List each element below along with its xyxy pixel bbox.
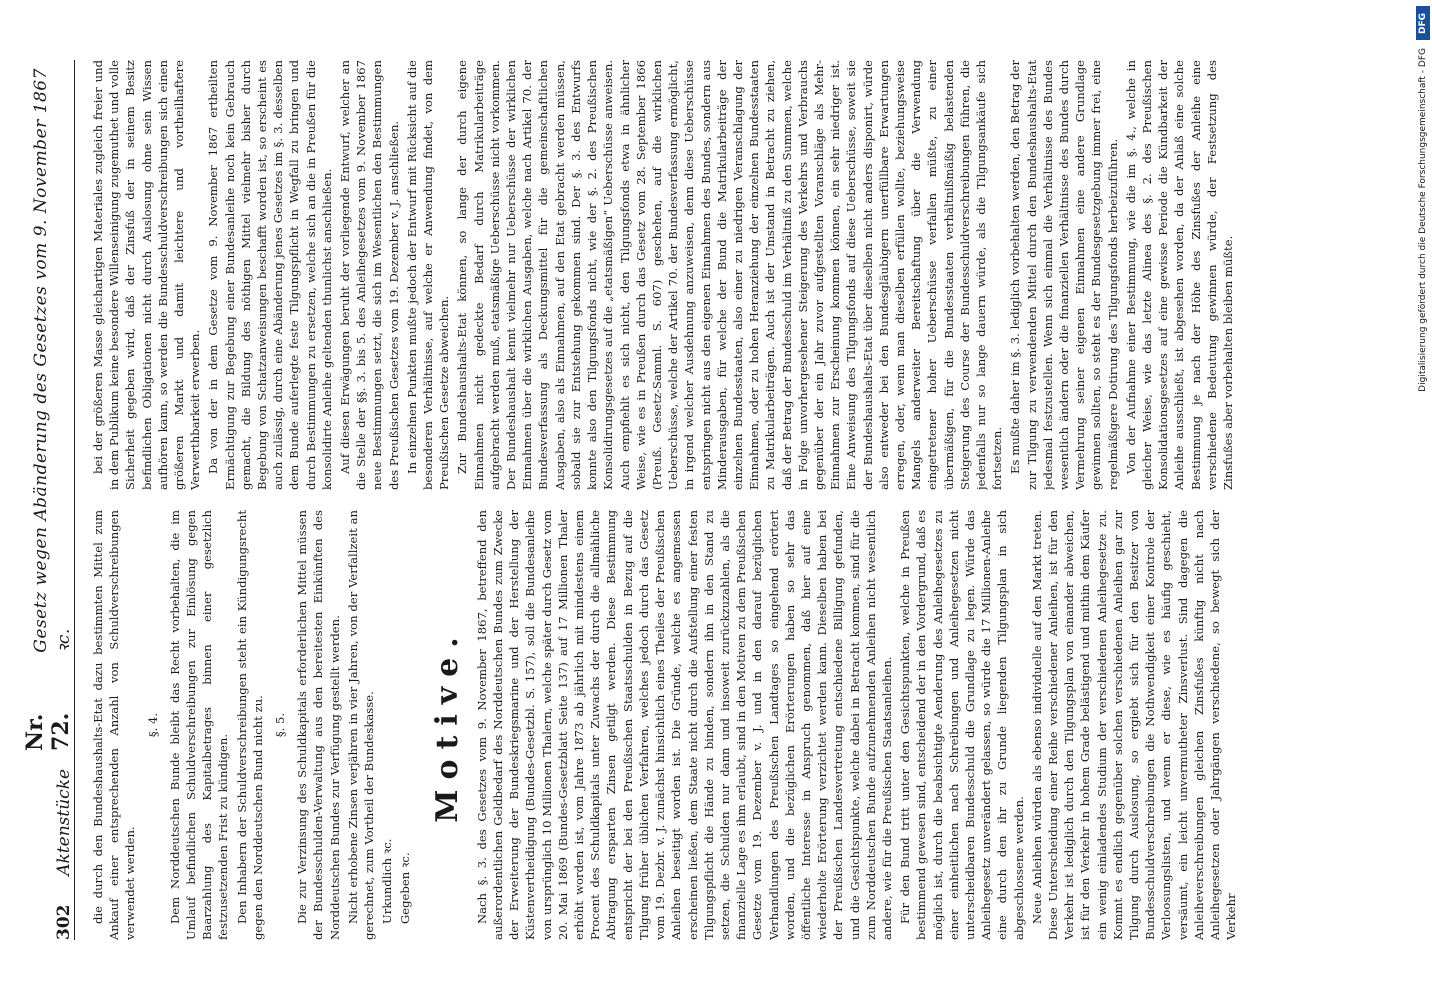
running-title: Gesetz wegen Abänderung des Gesetzes vom 9. November 1867 ꝛc. (31, 68, 74, 653)
funding-note: Digitalisierung gefördert durch die Deutsche Forschungsgemeinschaft - DFG (1418, 48, 1428, 392)
section-5-label: §. 5. (273, 712, 288, 738)
right-paragraph-6: Es mußte daher im §. 3. lediglich vorbehalten werden, den Betrag der zur Tilgung zu verwendenden Mittel durch den Bundeshaushalts-Etat jedesmal festzustellen. Wenn sich einmal die Verhältnisse des Bundes wesentlich ändern oder die finanziellen Verhältnisse des Bundes durch Vermehrung seiner eigenen Einnahmen eine andere Grundlage gewinnen sollten, so steht es der Bundesgesetzgebung immer frei, eine regelmäßigere Dotirung des Tilgungsfonds herbeizuführen. (1008, 60, 1120, 490)
motive-heading: Motive. (429, 627, 465, 823)
left-intro: die durch den Bundeshaushalts-Etat dazu bestimmten Mittel zum Ankauf einer entsprechenden Anzahl von Schuldverschreibungen verwendet werden. (91, 510, 138, 940)
right-paragraph-7: Von der Aufnahme einer Bestimmung, wie die im §. 4., welche in gleicher Weise, wie das letzte Alinea des §. 2. des Preußischen Konsolidationsgesetzes auf eine gewisse Periode die Kündbarkeit der Anleihe ausschließt, ist abgesehen worden, da der Anlaß eine solche Bestimmung je nach der Höhe des Zinsfußes der Anleihe eine verschiedene Bedeutung gewinnen würde, der Festsetzung des Zinsfußes aber vorbehalten bleiben müßte. (1123, 60, 1236, 490)
motive-paragraph-1: Nach §. 3. des Gesetzes vom 9. November 1867, betreffend den außerordentlichen Geldbedarf des Norddeutschen Bundes zum Zwecke der Erweiterung der Bundeskriegsmarine und der Herstellung der Küstenvertheidigung (Bundes-Gesetzbl. S. 157), soll die Bundesanleihe von ursprünglich 10 Millionen Thalern, welche später durch Gesetz vom 20. Mai 1869 (Bundes-Gesetzblatt Seite 137) auf 17 Millionen Thaler erhöht worden ist, vom Jahre 1873 ab jährlich mit mindestens einem Procent des Schuldkapitals unter Zuwachs der durch die allmähliche Abtragung ersparten Zinsen getilgt werden. Diese Bestimmung entspricht der bei den Preußischen Staatsschulden in Bezug auf die Tilgung früher üblichen Verfahren, welches jedoch durch das Gesetz vom 19. Dezbr. v. J. zunächst hinsichtlich eines Theiles der Preußischen Anleihen beseitigt worden ist. Die Gründe, welche es angemessen erscheinen ließen, dem Staate nicht durch die Aufstellung einer festen Tilgungspflicht die Hände zu binden, sondern ihn in den Stand zu setzen, die Schulden nur dann und insoweit zurückzuzahlen, als die finanzielle Lage es ihm erlaubt, sind in den Motiven zu dem Preußischen Gesetze vom 19. Dezember v. J. und in den darauf bezüglichen Verhandlungen des Preußischen Landtages so eingehend erörtert worden, und die bezüglichen Erörterungen haben so sehr das öffentliche Interesse in Anspruch genommen, daß hier auf eine wiederholte Erörterung verzichtet werden kann. Dieselben haben bei der Preußischen Landesvertretung entschiedene Billigung gefunden, und die Gesichtspunkte, welche dabei in Betracht kommen, sind für die zum Norddeutschen Bunde aufzunehmenden Anleihen nicht wesentlich andere, wie für die Preußischen Staatsanleihen. (474, 510, 894, 940)
section-4-label: §. 4. (145, 712, 160, 738)
right-paragraph-2: Da von der in dem Gesetze vom 9. November 1867 ertheilten Ermächtigung zur Begebung einer Bundesanleihe noch kein Gebrauch gemacht, die Bildung des nöthigen Mittel vielmehr bisher durch Begebung von Schatzanweisungen beschafft worden ist, so erscheint es auch zulässig, durch eine Abänderung jenes Gesetzes im §. 3. desselben dem Bunde auferlegte feste Tilgungspflicht in Wegfall zu bringen und durch Bestimmungen zu ersetzen, welche sich an die in Preußen für die konsolidirte Anleihe geltenden thunlichst anschließen. (206, 60, 334, 490)
right-paragraph-5: Zur Bundeshaushalts-Etat können, so lange der durch eigene Einnahmen nicht gedeckte Bedarf durch Matrikularbeiträge aufgebracht werden muß, etatsmäßige Ueberschüsse nicht vorkommen. Der Bundeshaushalt kennt vielmehr nur Ueberschüsse der wirklichen Einnahmen über die wirklichen Ausgaben, welche nach Artikel 70. der Bundesverfassung als Deckungsmittel für die gemeinschaftlichen Ausgaben, also als Einnahmen, auf den Etat gebracht werden müssen, sobald sie zur Entstehung gekommen sind. Der §. 3. des Entwurfs konnte also den Tilgungsfonds nicht, wie der §. 2. des Preußischen Konsolidirungsgesetzes auf die „etatsmäßigen“ Ueberschüsse anweisen. Auch empfiehlt es sich nicht, den Tilgungsfonds etwa in ähnlicher Weise, wie es in Preußen durch das Gesetz vom 28. September 1866 (Preuß. Gesetz-Samml. S. 607) geschehen, auf die wirklichen Ueberschüsse, welche der Artikel 70. der Bundesverfassung ermöglicht, in irgend welcher Ausdehnung anzuweisen, denn diese Ueberschüsse entspringen nicht aus den eigenen Einnahmen des Bundes, sondern aus Minderausgaben, für welche der Bund die Matrikularbeiträge der einzelnen Bundesstaaten, also einer zu niedrigen Veranschlagung der Einnahmen, oder zu hohen Heranziehung der einzelnen Bundesstaaten zu Matrikularbeiträgen. Auch ist der Umstand in Betracht zu ziehen, daß der Betrag der Bundesschuld im Verhältniß zu den Summen, welche in Folge unvorhergesehener Steigerung des Verkehrs und Verbrauchs gegenüber der ein Jahr zuvor aufgestellten Voranschläge als Mehr-Einnahmen zur Erscheinung kommen können, ein sehr niedriger ist. Eine Anweisung des Tilgungsfonds auf diese Ueberschüsse, soweit sie der Bundeshaushalts-Etat über dieselben nicht anders disponirt, würde also entweder bei den Bundesgläubigern unerfüllbare Erwartungen erregen, oder, wenn man dieselben erfüllen wollte, beziehungsweise Mangels anderweiter Bereitschaftung über die Verwendung eingetretener hoher Ueberschüsse verfallen müßte, zu einer übermäßigen, für die Bundesstaaten verhältnißmäßig belastenden Steigerung des Course der Bundesschuldverschreibungen führen, die jedenfalls nur so lange dauern würde, als die Tilgungsankäufe sich fortsetzen. (455, 60, 1005, 490)
page-number: 302 (54, 904, 74, 940)
motive-paragraph-2: Für den Bund tritt unter den Gesichtspunkten, welche in Preußen bestimmend gewesen sind, entscheidend der in den Vordergrund, daß es möglich ist, durch die beabsichtigte Aenderung des Anleihegesetzes zu einer einheitlichen nach Schreibungen und Anleihegesetzen nicht unterscheidbaren Bundesschuld die Grundlage zu legen. Würde das Anleihegesetz unverändert gelassen, so würde die 17 Millionen-Anleihe eine durch den ihr zu Grunde liegenden Tilgungsplan in sich abgeschlossene werden. (898, 510, 1026, 940)
section-5-paragraph-2: Nicht erhobene Zinsen verjähren in vier Jahren, von der Verfallzeit an gerechnet, zum Vortheil der Bundeskasse. (345, 510, 377, 940)
section-4-paragraph-1: Dem Norddeutschen Bunde bleibt das Recht vorbehalten, die im Umlauf befindlichen Schuldverschreibungen zur Einlösung gegen Baarzahlung des Kapitalbetrages binnen einer gesetzlich festzusetzenden Frist zu kündigen. (167, 510, 231, 940)
right-paragraph-4: In einzelnen Punkten mußte jedoch der Entwurf mit Rücksicht auf die besonderen Verhältnisse, auf welche er Anwendung findet, von dem Preußischen Gesetze abweichen. (404, 60, 452, 490)
closing-urkundlich: Urkundlich ꝛc. (380, 838, 395, 924)
right-column (90, 60, 1410, 490)
section-4-paragraph-2: Den Inhabern der Schuldverschreibungen steht ein Kündigungsrecht gegen den Norddeutschen Bund nicht zu. (234, 510, 265, 940)
left-column (90, 510, 1410, 940)
section-5-paragraph-1: Die zur Verzinsung des Schuldkapitals erforderlichen Mittel müssen der Bundesschulden-Verwaltung aus den bereitesten Einkünften des Norddeutschen Bundes zur Verfügung gestellt werden. (295, 510, 342, 940)
document-number: Nr. 72. (22, 712, 74, 751)
page-header (22, 60, 75, 940)
header-source: Aktenstücke (54, 768, 74, 876)
right-paragraph-3: Auf diesen Erwägungen beruht der vorliegende Entwurf, welcher an die Stelle der §§. 3. bis 5. des Anleihegesetzes vom 9. November 1867 neue Bestimmungen setzt, die sich im Wesentlichen den Bestimmungen des Preußischen Gesetzes vom 19. Dezember v. J. anschließen. (338, 60, 401, 490)
dfg-logo: DFG (1416, 6, 1430, 40)
right-paragraph-1: bei der größeren Masse gleichartigen Materiales zugleich freier und in dem Publikum keine besondere Willenseinigung zugemuthet und volle Sicherheit gegeben wird, daß der Zinsfuß der in seinem Besitz befindlichen Obligationen nicht durch Auslosung ohne sein Wissen aufhören kann, so werden die Bundesschuldverschreibungen sich einen größeren Markt und damit leichtere und vortheilhaftere Verwerthbarkeit erwerben. (91, 60, 203, 490)
motive-paragraph-3: Neue Anleihen würden als ebenso individuelle auf den Markt treten. Diese Unterscheidung einer Reihe verschiedener Anleihen, ist für den Verkehr ist lediglich durch den Tilgungsplan von einander abweichen, ist für den Verkehr in hohem Grade belästigend und mithin dem Käufer ein wenig einladendes Studium der verschiedenen Anleihegesetze zu. Kommt es endlich gegenüber solchen verschiedenen Anleihen gar zur Tilgung durch Auslosung, so ergiebt sich für den Besitzer von Bundesschuldverschreibungen die Nothwendigkeit einer Kontrole der Verloosungslisten, und wenn er diese, wie es häufig geschieht, versäumt, ein leicht unvermutheter Zinsverlust. Sind dagegen die Anleiheverschreibungen gleichen Zinsfußes künftig nicht nach Anleihegesetzen oder Jahrgängen verschiedene, so bewegt sich der Verkehr (1029, 510, 1239, 940)
closing-gegeben: Gegeben ꝛc. (398, 852, 413, 924)
digitization-footer (1414, 0, 1432, 1000)
